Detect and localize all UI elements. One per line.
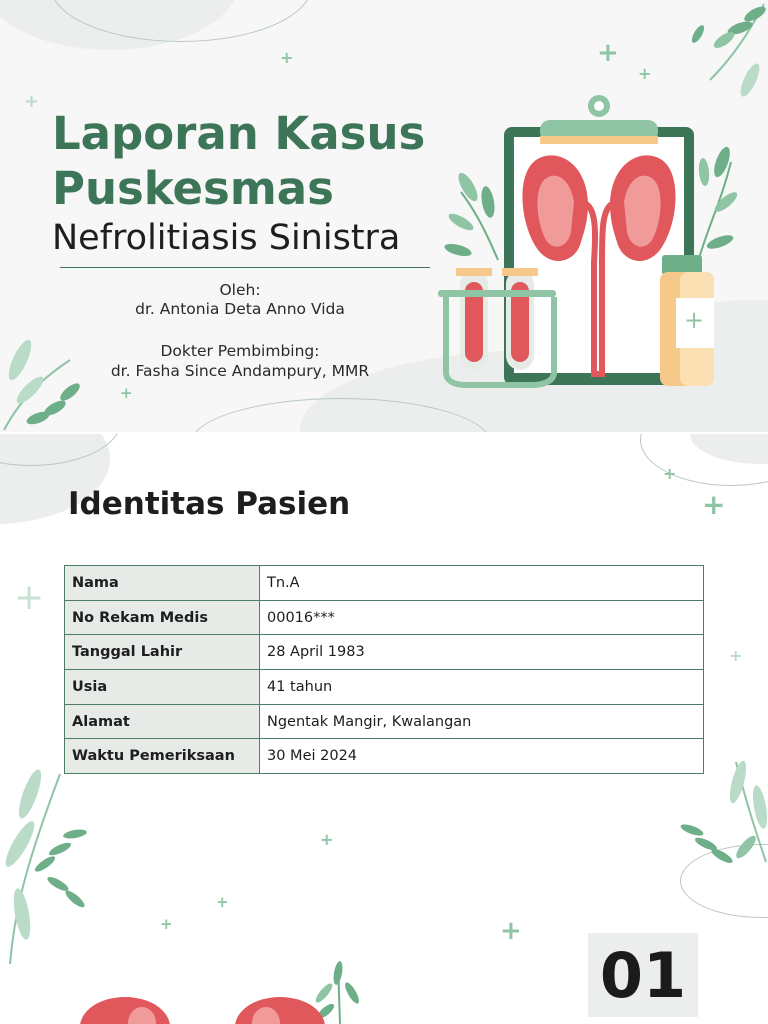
author-name: dr. Antonia Deta Anno Vida (135, 300, 345, 318)
plus-icon: + (120, 384, 133, 402)
row-value-age: 41 tahun (260, 670, 704, 705)
patient-identity-slide (0, 434, 768, 1024)
supervisor-label: Dokter Pembimbing: (160, 342, 320, 360)
row-label-medical-record: No Rekam Medis (65, 600, 260, 635)
page-number: 01 (588, 933, 698, 1017)
title-divider (60, 267, 430, 268)
kidney-icon (80, 989, 340, 1024)
row-label-name: Nama (65, 566, 260, 601)
plus-icon: + (702, 488, 726, 521)
plus-icon: + (320, 830, 334, 849)
title-slide (0, 0, 768, 432)
slide-title: Identitas Pasien (68, 486, 351, 522)
table-row (65, 635, 704, 670)
slide-title: Laporan Kasus Puskesmas (52, 107, 426, 215)
medical-illustration (436, 92, 746, 392)
plus-icon: + (216, 893, 229, 911)
row-value-name: Tn.A (260, 566, 704, 601)
row-label-birth-date: Tanggal Lahir (65, 635, 260, 670)
plus-icon: + (160, 915, 173, 933)
plus-icon: + (24, 91, 40, 112)
slide-subtitle: Nefrolitiasis Sinistra (52, 218, 401, 258)
patient-identity-table (64, 565, 704, 774)
row-value-birth-date: 28 April 1983 (260, 635, 704, 670)
row-label-address: Alamat (65, 704, 260, 739)
supervisor-name: dr. Fasha Since Andampury, MMR (110, 362, 370, 380)
plus-icon: + (280, 48, 294, 67)
plus-icon: + (638, 64, 652, 83)
plus-icon: + (500, 916, 522, 946)
author-label: Oleh: (219, 281, 261, 299)
row-value-exam-time: 30 Mei 2024 (260, 739, 704, 774)
table-row (65, 739, 704, 774)
table-row (65, 600, 704, 635)
table-row (65, 704, 704, 739)
row-value-address: Ngentak Mangir, Kwalangan (260, 704, 704, 739)
plus-icon: + (597, 38, 619, 68)
row-label-age: Usia (65, 670, 260, 705)
plus-icon: + (14, 577, 45, 618)
row-label-exam-time: Waktu Pemeriksaan (65, 739, 260, 774)
plus-icon: + (729, 646, 743, 665)
table-row (65, 670, 704, 705)
svg-text:+: + (683, 306, 705, 334)
table-row (65, 566, 704, 601)
medicine-bottle-icon (660, 255, 714, 386)
plus-icon: + (663, 464, 677, 483)
row-value-medical-record: 00016*** (260, 600, 704, 635)
leaf-icon (0, 754, 100, 974)
